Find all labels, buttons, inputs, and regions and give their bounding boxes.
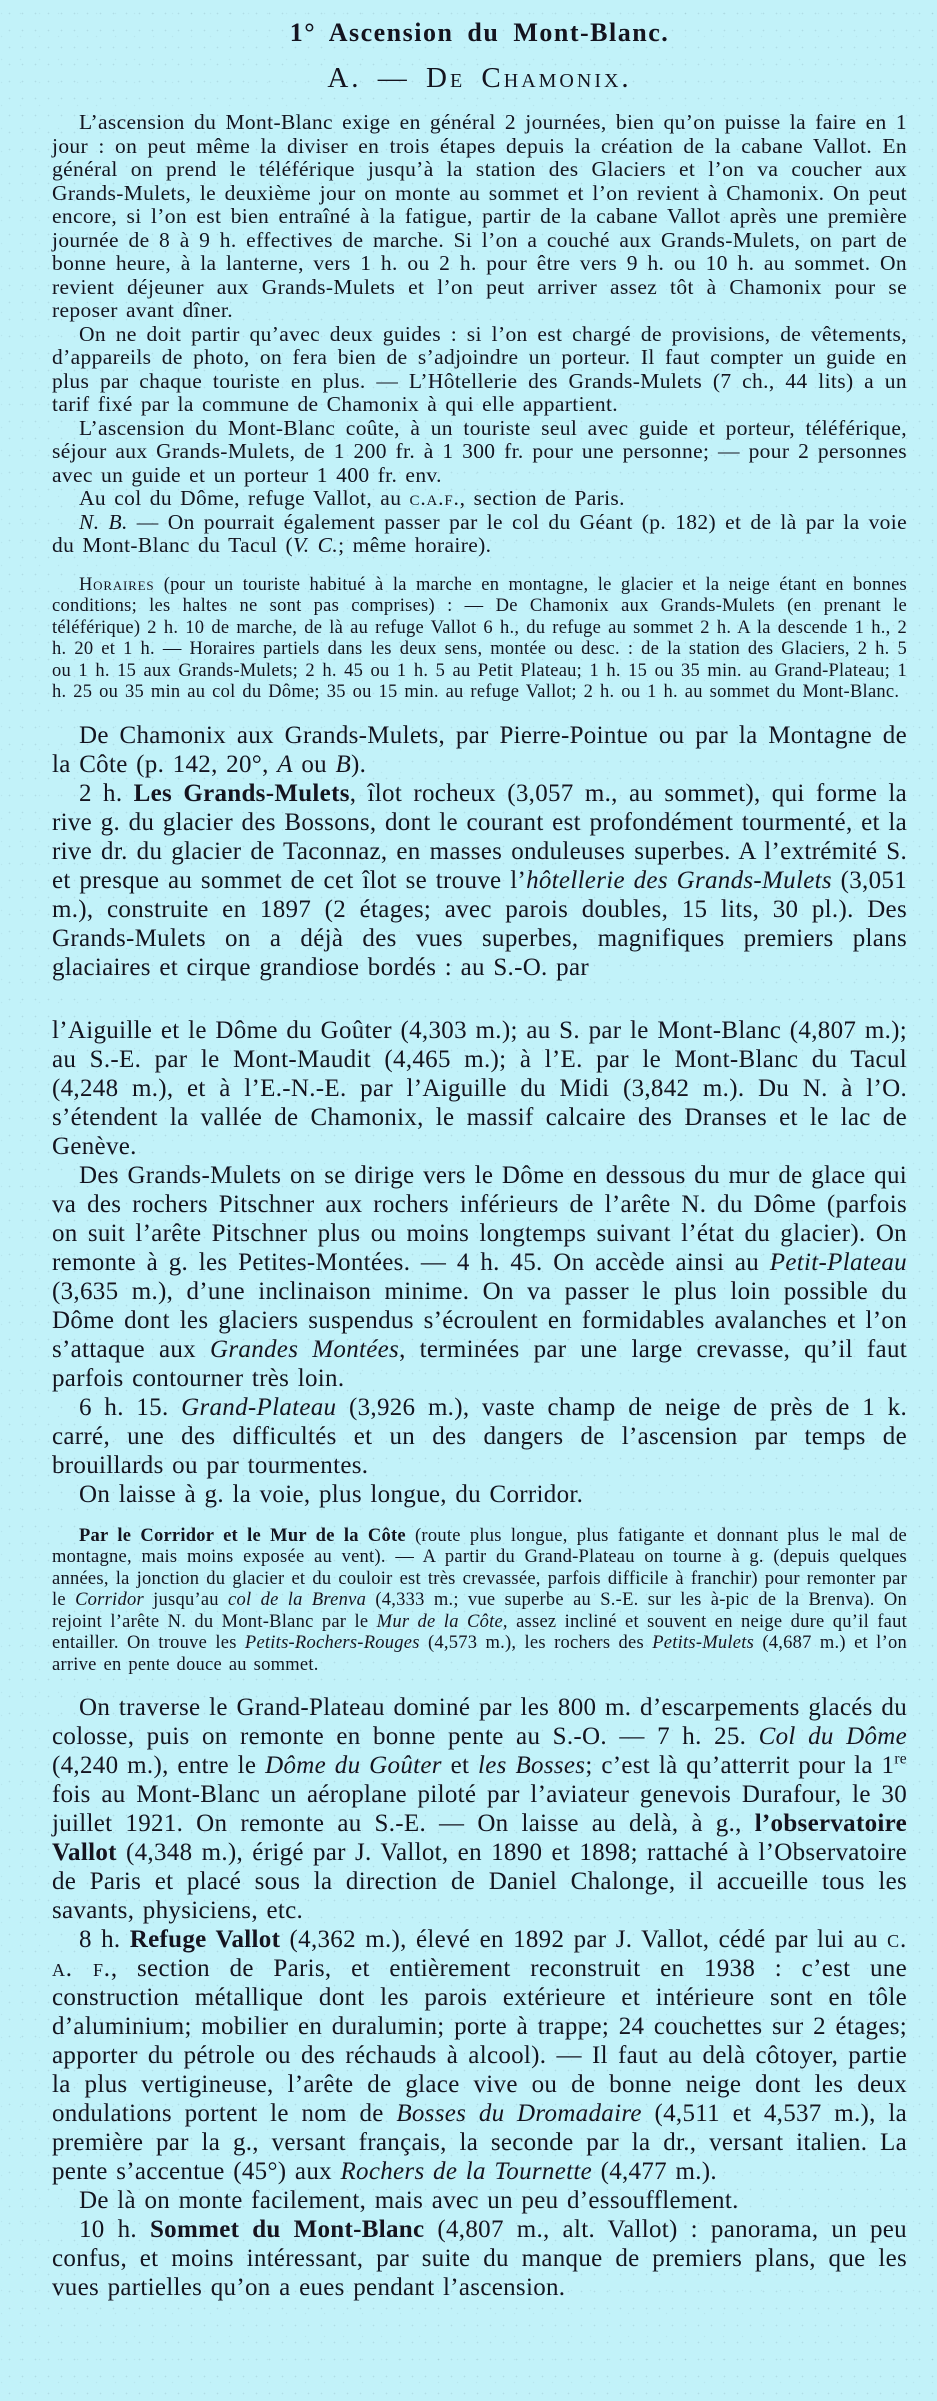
paragraph-voie-corridor: On laisse à g. la voie, plus longue, du Corridor. [79, 1480, 584, 1508]
paragraph-sommet: 10 h. Sommet du Mont-Blanc (4,807 m., alt. Vallot) : panorama, un peu confus, et moins intéressant, par suite du manque de premiers plans, que les vues partielles qu’on a eues pendant l’ascension. [52, 2216, 907, 2301]
paragraph-panorama-suite: l’Aiguille et le Dôme du Goûter (4,303 m.); au S. par le Mont-Blanc (4,807 m.); au S.-E. par le Mont-Maudit (4,465 m.); à l’E. par le Mont-Blanc du Tacul (4,248 m.), et à l’E.-N.-E. par l’Aiguille du Midi (3,842 m.). Du N. à l’O. s’étendent la vallée de Chamonix, le massif calcaire des Dranses et le lac de Genève. [52, 1016, 907, 1160]
paragraph-petit-plateau: Des Grands-Mulets on se dirige vers le Dôme en dessous du mur de glace qui va des rochers Pitschner aux rochers inférieurs de l’arête N. du Dôme (parfois on suit l’arête Pitschner plus ou moins longtemps suivant l’état du glacier). On remonte à g. les Petites-Montées. — 4 h. 45. On accède ainsi au Petit-Plateau (3,635 m.), d’une inclinaison minime. On va passer le plus loin possible du Dôme dont les glaciers suspendus s’écroulent en formidables avalanches et l’on s’attaque aux Grandes Montées, terminées par une large crevasse, qu’il faut parfois contourner très loin. [52, 1161, 907, 1392]
paragraph-ascension-general: L’ascension du Mont-Blanc exige en général 2 journées, bien qu’on puisse la faire en 1 jour : on peut même la diviser en trois étapes depuis la création de la cabane Vallot. En général on prend le téléférique jusqu’à la station des Glaciers et l’on va coucher aux Grands-Mulets, le deuxième jour on monte au sommet et l’on revient à Chamonix. On peut encore, si l’on est bien entraîné à la fatigue, partir de la cabane Vallot après une première journée de 8 à 9 h. effectives de marche. Si l’on a couché aux Grands-Mulets, on part de bonne heure, à la lanterne, vers 1 h. ou 2 h. pour être vers 9 h. ou 10 h. au sommet. On revient déjeuner aux Grands-Mulets et l’on peut arriver assez tôt à Chamonix pour se reposer avant dîner. [52, 110, 907, 322]
paragraph-itineraire-depart: De Chamonix aux Grands-Mulets, par Pierre-Pointue ou par la Montagne de la Côte (p. 142, 20°, A ou B). [52, 721, 907, 778]
paragraph-prix: L’ascension du Mont-Blanc coûte, à un touriste seul avec guide et porteur, téléférique, séjour aux Grands-Mulets, de 1 200 fr. à 1 300 fr. pour une personne; — pour 2 personnes avec un guide et un porteur 1 400 fr. env. [52, 415, 907, 487]
paragraph-corridor-mur-cote: Par le Corridor et le Mur de la Côte (route plus longue, plus fatigante et donnant plus le mal de montagne, mais moins exposée au vent). — A partir du Grand-Plateau on tourne à g. (depuis quelques années, la jonction du glacier et du couloir est très crevassée, parfois difficile à franchir) pour remonter par le Corridor jusqu’au col de la Brenva (4,333 m.; vue superbe au S.-E. sur les à-pic de la Brenva). On rejoint l’arête N. du Mont-Blanc par le Mur de la Côte, assez incliné et souvent en neige dure qu’il faut entailler. On trouve les Petits-Rochers-Rouges (4,573 m.), les rochers des Petits-Mulets (4,687 m.) et l’on arrive en pente douce au sommet. [52, 1525, 908, 1675]
paragraph-essoufflement: De là on monte facilement, mais avec un peu d’essoufflement. [79, 2187, 739, 2214]
section-heading: A. — De Chamonix. [327, 62, 632, 94]
page-title: 1° Ascension du Mont-Blanc. [289, 18, 670, 47]
paragraph-grand-plateau: 6 h. 15. Grand-Plateau (3,926 m.), vaste champ de neige de près de 1 k. carré, une des difficultés et un des dangers de l’ascension par temps de brouillards ou par tourmentes. [52, 1393, 907, 1479]
document-body [52, 111, 907, 2302]
paragraph-nota-bene: N. B. — On pourrait également passer par le col du Géant (p. 182) et de là par la voie du Mont-Blanc du Tacul (V. C.; même horaire). [52, 509, 907, 557]
paragraph-refuge-caf: Au col du Dôme, refuge Vallot, au c.a.f., section de Paris. [79, 486, 625, 510]
paragraph-horaires: Horaires (pour un touriste habitué à la marche en montagne, le glacier et la neige étant en bonnes conditions; les haltes ne sont pas comprises) : — De Chamonix aux Grands-Mulets (en prenant le téléférique) 2 h. 10 de marche, de là au refuge Vallot 6 h., du refuge au sommet 2 h. A la descende 1 h., 2 h. 20 et 1 h. — Horaires partiels dans les deux sens, montée ou desc. : de la station des Glaciers, 2 h. 5 ou 1 h. 15 aux Grands-Mulets; 2 h. 45 ou 1 h. 5 au Petit Plateau; 1 h. 15 ou 35 min. au Grand-Plateau; 1 h. 25 ou 35 min au col du Dôme; 35 ou 15 min. au refuge Vallot; 2 h. ou 1 h. au sommet du Mont-Blanc. [52, 574, 907, 702]
paragraph-col-du-dome: On traverse le Grand-Plateau dominé par les 800 m. d’escarpements glacés du colosse, puis on remonte en bonne pente au S.-O. — 7 h. 25. Col du Dôme (4,240 m.), entre le Dôme du Goûter et les Bosses; c’est là qu’atterrit pour la 1re fois au Mont-Blanc un aéroplane piloté par l’aviateur genevois Durafour, le 30 juillet 1921. On remonte au S.-E. — On laisse au delà, à g., l’observatoire Vallot (4,348 m.), érigé par J. Vallot, en 1890 et 1898; rattaché à l’Observatoire de Paris et placé sous la direction de Daniel Chalonge, il accueille tous les savants, physiciens, etc. [52, 1694, 907, 1924]
paragraph-grands-mulets: 2 h. Les Grands-Mulets, îlot rocheux (3,057 m., au sommet), qui forme la rive g. du glacier des Bossons, dont le courant est profondément tourmenté, et la rive dr. du glacier de Taconnaz, en masses onduleuses superbes. A l’extrémité S. et presque au sommet de cet îlot se trouve l’hôtellerie des Grands-Mulets (3,051 m.), construite en 1897 (2 étages; avec parois doubles, 15 lits, 30 pl.). Des Grands-Mulets on a déjà des vues superbes, magnifiques premiers plans glaciaires et cirque grandiose bordés : au S.-O. par [52, 779, 907, 981]
paragraph-refuge-vallot: 8 h. Refuge Vallot (4,362 m.), élevé en 1892 par J. Vallot, cédé par lui au c. a. f., section de Paris, et entièrement reconstruit en 1938 : c’est une construction métallique dont les parois extérieure et intérieure sont en tôle d’aluminium; mobilier en duralumin; porte à trappe; 24 couchettes sur 2 étages; apporter du pétrole ou des réchauds à alcool). — Il faut au delà côtoyer, partie la plus vertigineuse, l’arête de glace vive ou de bonne neige dont les deux ondulations portent le nom de Bosses du Dromadaire (4,511 et 4,537 m.), la première par la g., versant français, la seconde par la dr., versant italien. La pente s’accentue (45°) aux Rochers de la Tournette (4,477 m.). [52, 1926, 908, 2185]
paragraph-guides: On ne doit partir qu’avec deux guides : si l’on est chargé de provisions, de vêtements, d’appareils de photo, on fera bien de s’adjoindre un porteur. Il faut compter un guide en plus par chaque touriste en plus. — L’Hôtellerie des Grands-Mulets (7 ch., 44 lits) a un tarif fixé par la commune de Chamonix à qui elle appartient. [52, 321, 907, 416]
